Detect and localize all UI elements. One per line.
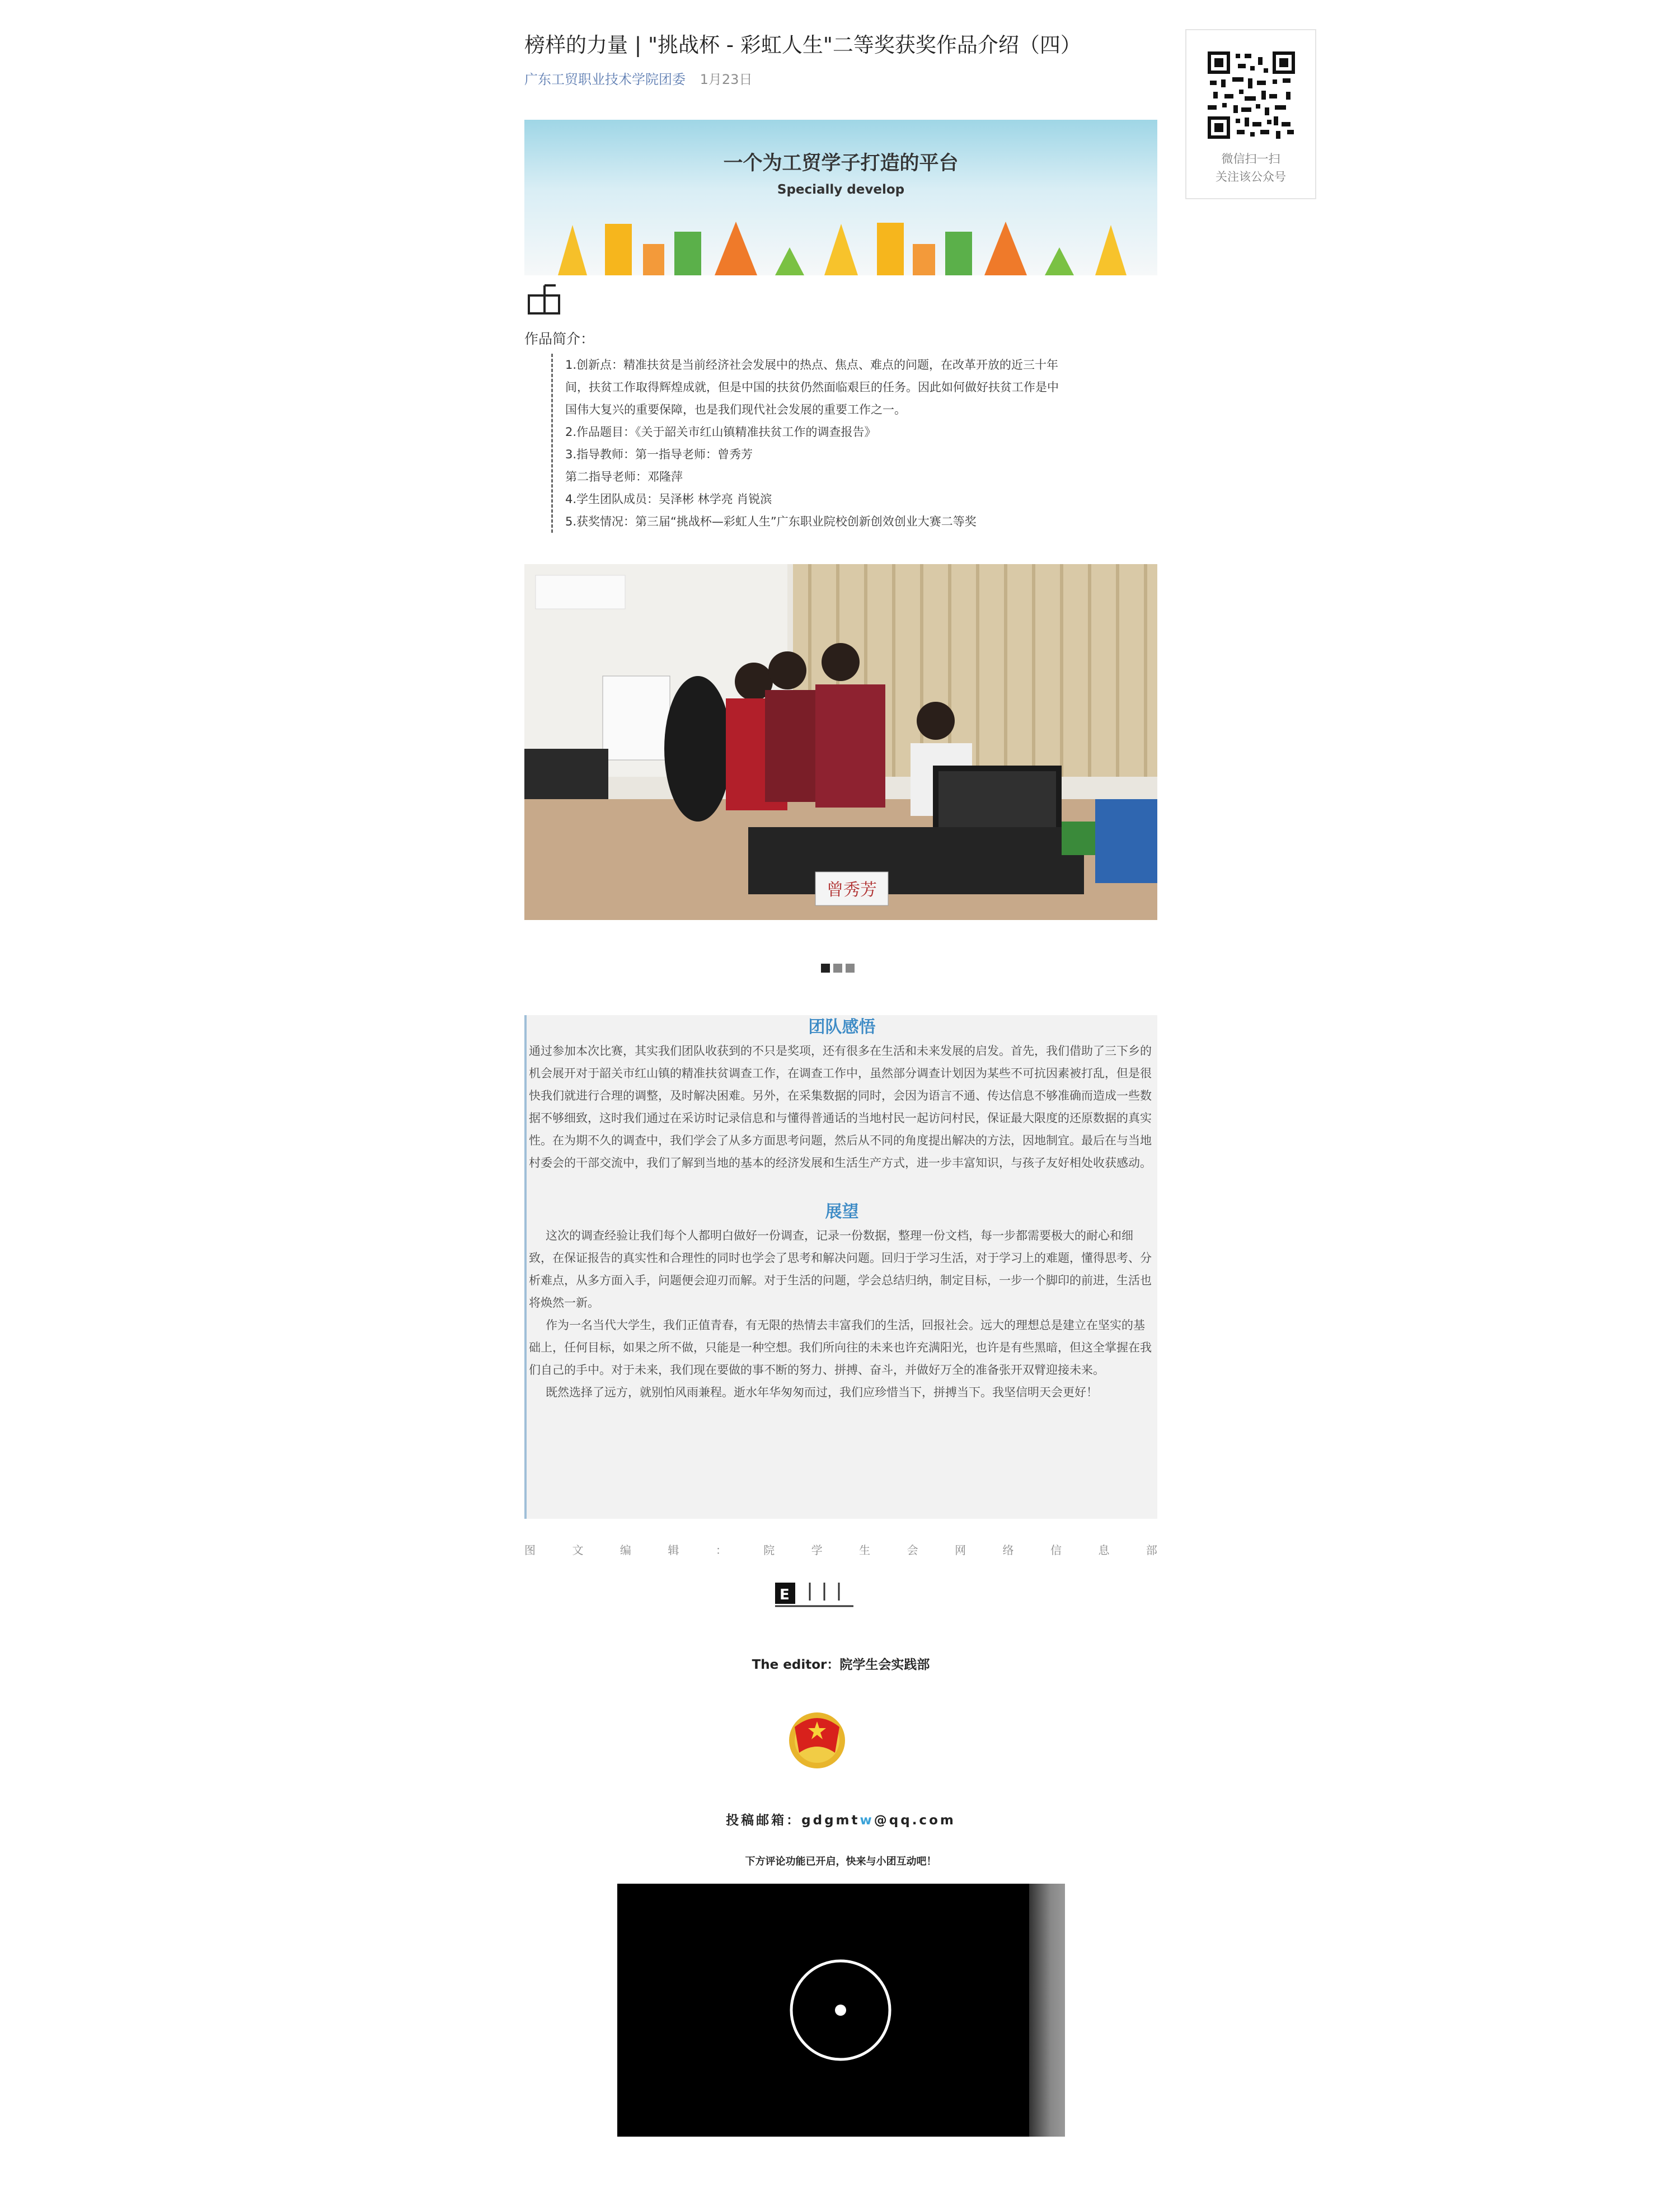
intro-line: 4.学生团队成员：吴泽彬 林学亮 肖锐滨 <box>565 492 772 506</box>
credit-char: 会 <box>907 1543 918 1557</box>
intro-line: 5.获奖情况：第三届“挑战杯—彩虹人生”广东职业院校创新创效创业大赛二等奖 <box>565 515 977 528</box>
outlook-paragraph: 这次的调查经验让我们每个人都明白做好一份调查，记录一份数据，整理一份文档，每一步都需要极大的耐心和细致，在保证报告的真实性和合理性的同时也学会了思考和解决问题。回归于学习生活，对于学习上的难题，懂得思考、分析难点，从多方面入手，问题便会迎刃而解。对于生活的问题，学会总结归纳，制定目标，一步一个脚印的前进，生活也将焕然一新。 <box>529 1229 1152 1310</box>
account-name-link[interactable]: 广东工贸职业技术学院团委 <box>524 72 686 87</box>
credit-char: ： <box>715 1543 727 1557</box>
credit-line <box>524 1541 1157 1557</box>
banner-subtitle: Specially develop <box>777 182 905 197</box>
email-suffix: @qq.com <box>874 1813 956 1828</box>
intro-line: 第二指导老师：邓隆萍 <box>565 470 683 484</box>
intro-line: 1.创新点：精准扶贫是当前经济社会发展中的热点、焦点、难点的问题，在改革开放的近三十年 <box>565 358 1059 372</box>
nameplate-text: 曾秀芳 <box>827 880 877 900</box>
credit-char: 网 <box>955 1543 966 1557</box>
credit-char: 息 <box>1098 1543 1110 1557</box>
intro-line: 国伟大复兴的重要保障，也是我们现代社会发展的重要工作之一。 <box>565 403 906 416</box>
banner-image <box>524 120 1157 275</box>
team-text: 通过参加本次比赛，其实我们团队收获到的不只是奖项，还有很多在生活和未来发展的启发。首先，我们借助了三下乡的机会展开对于韶关市红山镇的精准扶贫调查工作，在调查工作中，虽然部分调查计划因为某些不可抗因素被打乱，但是很快我们就进行合理的调整，及时解决困难。另外，在采集数据的同时，会因为语言不通、传达信息不够准确而造成一些数据不够细致，这时我们通过在采访时记录信息和与懂得普通话的当地村民一起访问村民，保证最大限度的还原数据的真实性。在为期不久的调查中，我们学会了从多方面思考问题，然后从不同的角度提出解决的方法，因地制宜。最后在与当地村委会的干部交流中，我们了解到当地的基本的经济发展和生活生产方式，进一步丰富知识，与孩子友好相处收获感动。 <box>529 1044 1152 1170</box>
credit-char: 图 <box>524 1543 536 1557</box>
team-photo[interactable] <box>524 564 1157 920</box>
svg-text:E: E <box>780 1587 790 1603</box>
carousel-dot[interactable] <box>821 964 830 973</box>
qr-caption-line1: 微信扫一扫 <box>1221 152 1280 166</box>
credit-char: 辑 <box>668 1543 679 1557</box>
banner-title: 一个为工贸学子打造的平台 <box>723 152 959 175</box>
editor-logo <box>775 1580 853 1608</box>
team-heading: 团队感悟 <box>808 1017 876 1037</box>
carousel-dot[interactable] <box>833 964 842 973</box>
editor-line: The editor：院学生会实践部 <box>752 1658 930 1672</box>
intro-box <box>551 354 1157 533</box>
article <box>524 27 1157 1867</box>
intro-label: 作品简介： <box>524 331 595 347</box>
article-meta <box>524 68 1157 88</box>
credit-char: 学 <box>811 1543 823 1557</box>
comment-notice: 下方评论功能已开启，快来与小团互动吧！ <box>745 1856 937 1867</box>
qr-card <box>1185 29 1316 199</box>
credit-char: 院 <box>763 1543 775 1557</box>
frame-icon <box>528 283 560 315</box>
outlook-paragraph: 作为一名当代大学生，我们正值青春，有无限的热情去丰富我们的生活，回报社会。远大的理想总是建立在坚实的基础上，任何目标，如果之所不做，只能是一种空想。我们所向往的未来也许充满阳光，也许是有些黑暗，但这全掌握在我们自己的手中。对于未来，我们现在要做的事不断的努力、拼搏、奋斗，并做好万全的准备张开双臂迎接未来。 <box>529 1318 1152 1377</box>
play-button-icon[interactable] <box>617 1884 1065 2137</box>
credit-char: 文 <box>572 1543 584 1557</box>
qr-caption <box>1186 150 1315 186</box>
credit-char: 信 <box>1050 1543 1062 1557</box>
youth-league-emblem <box>783 1705 851 1772</box>
email-highlight: w <box>860 1813 874 1828</box>
credit-char: 络 <box>1002 1543 1014 1557</box>
submission-email <box>524 1810 1157 1828</box>
carousel-dot[interactable] <box>846 964 855 973</box>
intro-line: 3.指导教师：第一指导老师：曾秀芳 <box>565 448 753 461</box>
reflection-section <box>524 1015 1157 1519</box>
credit-char: 部 <box>1146 1543 1157 1557</box>
qr-code-icon[interactable] <box>1208 51 1295 139</box>
outlook-heading: 展望 <box>825 1202 859 1222</box>
video-player[interactable] <box>617 1884 1065 2137</box>
intro-line: 2.作品题目：《关于韶关市红山镇精准扶贫工作的调查报告》 <box>565 425 876 439</box>
credit-char: 生 <box>859 1543 871 1557</box>
qr-caption-line2: 关注该公众号 <box>1216 170 1286 184</box>
banner-decoration <box>524 219 1157 275</box>
article-title: 榜样的力量 | "挑战杯 - 彩虹人生"二等奖获奖作品介绍（四） <box>524 33 1081 57</box>
credit-char: 编 <box>620 1543 631 1557</box>
email-prefix: 投稿邮箱：gdgmt <box>726 1813 860 1828</box>
carousel-dots <box>821 964 855 973</box>
outlook-paragraph: 既然选择了远方，就别怕风雨兼程。逝水年华匆匆而过，我们应珍惜当下，拼搏当下。我坚信明天会更好！ <box>546 1386 1098 1399</box>
publish-date: 1月23日 <box>700 72 753 87</box>
intro-line: 间，扶贫工作取得辉煌成就，但是中国的扶贫仍然面临艰巨的任务。因此如何做好扶贫工作是中 <box>565 381 1059 394</box>
